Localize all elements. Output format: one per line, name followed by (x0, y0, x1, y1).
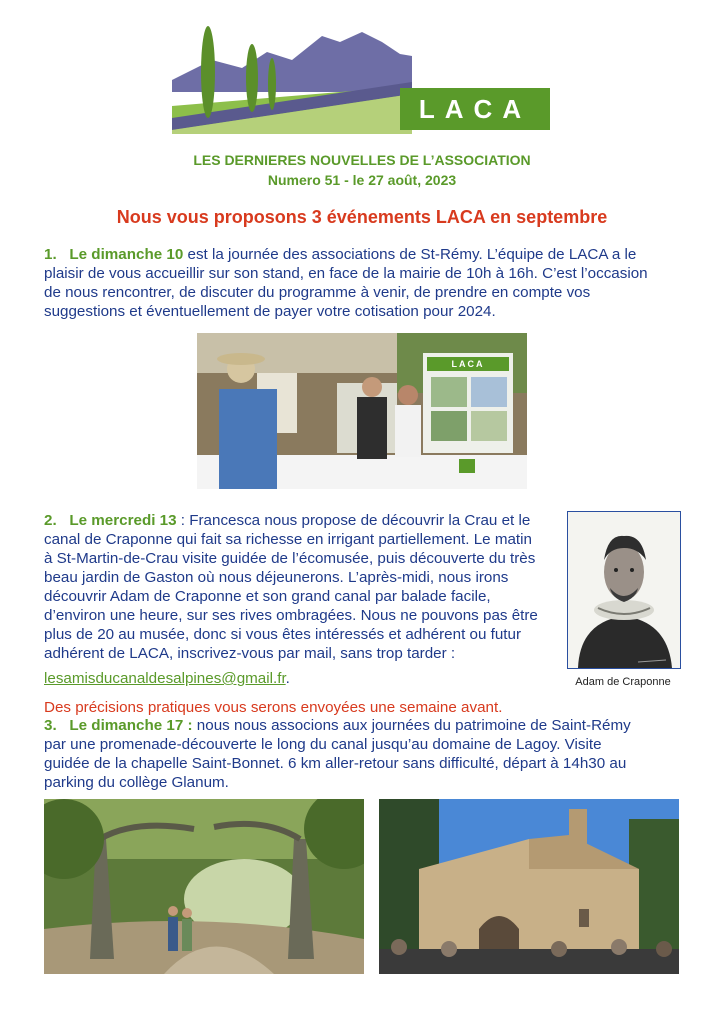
event-1-lead: Le dimanche 10 (69, 246, 184, 263)
event-3-line-2: par une promenade-découverte le long du canal jusqu’au domaine de Lagoy. Visite (44, 736, 602, 753)
contact-email-link[interactable]: lesamisducanaldesalpines@gmail.fr (44, 670, 286, 687)
event-1-line-4: suggestions et éventuellement de payer votre cotisation pour 2024. (44, 303, 496, 320)
event-2-text: : Francesca nous propose de découvrir la Crau et le (176, 512, 531, 529)
event-3-line-3: guidée de la chapelle Saint-Bonnet. 6 km aller-retour sans difficulté, départ à 14h30 au (44, 755, 627, 772)
portrait-frame (567, 511, 681, 669)
event-3 (44, 716, 704, 792)
portrait-caption: Adam de Craponne (575, 676, 671, 688)
event-2-line-7: plus de 20 au musée, donc si vous êtes intéressés et adhérent ou futur (44, 626, 522, 643)
laca-logo (172, 22, 550, 134)
email-suffix: . (285, 670, 290, 687)
event-1-number: 1. (44, 246, 57, 263)
logo-text: LACA (418, 94, 532, 124)
event-2-line-1 (44, 511, 564, 530)
event-2-line-5: découvrir Adam de Craponne et son grand canal par balade facile, (44, 588, 491, 605)
event-1-line-2: plaisir de vous accueillir sur son stand, en face de la mairie de 10h à 16h. C’est l’occasion (44, 265, 648, 282)
event-2-number: 2. (44, 512, 57, 529)
event-3-lead: Le dimanche 17 : (69, 717, 193, 734)
event-3-line-1 (44, 716, 704, 735)
chapel-saint-bonnet-photo (379, 799, 679, 974)
event-3-number: 3. (44, 717, 57, 734)
newsletter-title: LES DERNIERES NOUVELLES DE L’ASSOCIATION (193, 152, 531, 168)
event-2-line-2: canal de Craponne qui fait sa richesse en irrigant partiellement. Le matin (44, 531, 532, 548)
event-2-lead: Le mercredi 13 (69, 512, 177, 529)
issue-line: Numero 51 - le 27 août, 2023 (267, 172, 457, 188)
event-2-line-8: adhérent de LACA, inscrivez-vous par mail, sans trop tarder : (44, 645, 456, 662)
event-2-line-4: beau jardin de Gaston où nous déjeunerons. L’après-midi, nous irons (44, 569, 509, 586)
event-1-line-1 (44, 245, 704, 264)
event-3-line-4: parking du collège Glanum. (44, 774, 229, 791)
event-1-text: est la journée des associations de St-Rémy. L’équipe de LACA a le (183, 246, 637, 263)
event-2-line-6: d’environ une heure, sur ses rives ombragées. Nous ne pouvons pas être (44, 607, 538, 624)
plane-trees-photo (44, 799, 364, 974)
stand-photo (197, 333, 527, 489)
event-2-contact (44, 669, 564, 688)
event-2 (44, 511, 564, 717)
headline: Nous vous proposons 3 événements LACA en septembre (116, 207, 608, 227)
event-1-line-3: de nous rencontrer, de discuter du programme à venir, de prendre en compte vos (44, 284, 591, 301)
event-3-text: nous nous associons aux journées du patrimoine de Saint-Rémy (192, 717, 631, 734)
stand-sign: LACA (451, 359, 485, 369)
event-2-note: Des précisions pratiques vous serons envoyées une semaine avant. (44, 699, 503, 716)
event-2-line-3: à St-Martin-de-Crau visite guidée de l’écomusée, puis découverte du très (44, 550, 536, 567)
event-1 (44, 245, 704, 321)
portrait-adam-de-craponne (568, 512, 680, 668)
